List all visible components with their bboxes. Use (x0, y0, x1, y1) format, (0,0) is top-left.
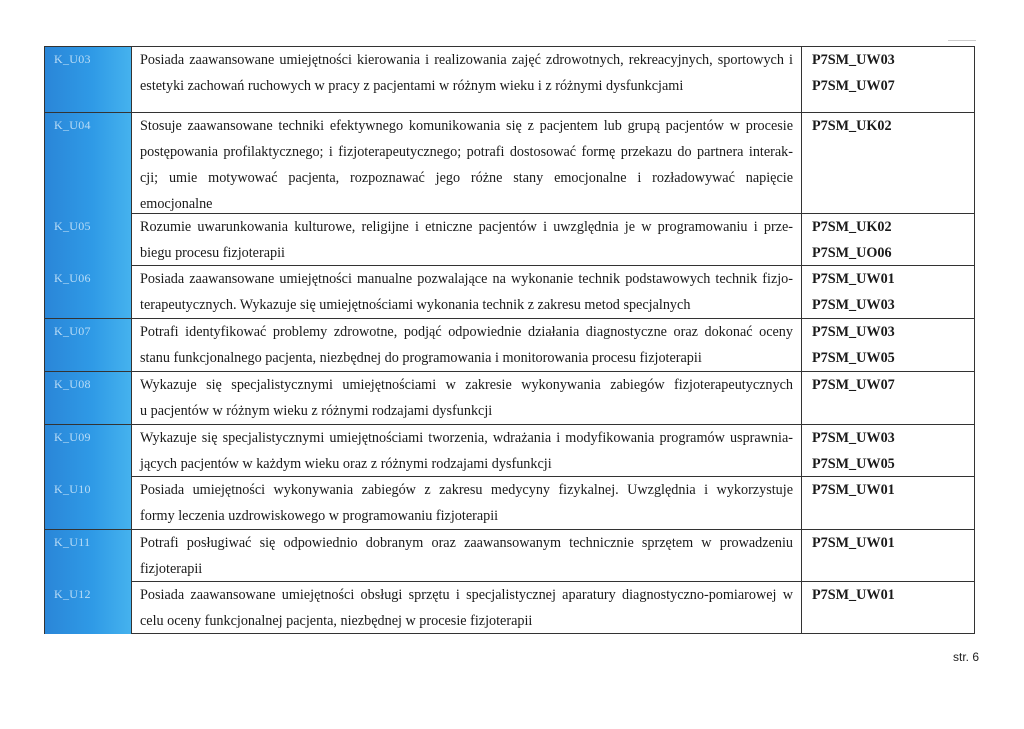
outcome-description (132, 372, 802, 424)
description-line: Posiada zaawansowane umiejętności obsługi sprzętu i specjalistycznej aparatury diagnostyczno-pomiarowej w (140, 587, 793, 603)
qualification-references (802, 425, 975, 477)
qualification-references (802, 319, 975, 371)
description-line: u pacjentów w różnym wieku z różnymi rodzajami dysfunkcji (140, 403, 493, 419)
description-line: formy leczenia uzdrowiskowego w programowaniu fizjoterapii (140, 508, 499, 524)
outcome-code: K_U03 (45, 47, 132, 112)
description-line: Wykazuje się specjalistycznymi umiejętnościami tworzenia, wdrażania i modyfikowania programów usprawnia- (140, 430, 793, 446)
outcome-description (132, 530, 802, 582)
outcome-code: K_U10 (45, 477, 132, 529)
qualification-code: P7SM_UW01 (812, 271, 895, 287)
qualification-code: P7SM_UW01 (812, 482, 895, 498)
description-line: Potrafi posługiwać się odpowiednio dobranym oraz zaawansowanym technicznie sprzętem w prowadzeniu (140, 535, 793, 551)
outcome-code: K_U06 (45, 266, 132, 318)
outcome-code: K_U08 (45, 372, 132, 424)
outcome-code: K_U05 (45, 214, 132, 266)
outcome-description (132, 425, 802, 477)
learning-outcomes-table (44, 46, 975, 634)
outcome-description (132, 319, 802, 371)
qualification-references (802, 214, 975, 266)
qualification-references (802, 372, 975, 424)
description-line: cji; umie motywować pacjenta, rozpoznawać jego różne stany emocjonalne i rozładowywać napięcie (140, 170, 793, 186)
description-line: celu oceny funkcjonalnej pacjenta, niezbędnej w procesie fizjoterapii (140, 613, 533, 629)
qualification-code: P7SM_UW03 (812, 297, 895, 313)
qualification-code: P7SM_UW01 (812, 587, 895, 603)
qualification-references (802, 530, 975, 582)
outcome-description (132, 214, 802, 266)
outcome-description (132, 113, 802, 217)
qualification-code: P7SM_UW07 (812, 377, 895, 393)
table-row (45, 319, 975, 372)
qualification-code: P7SM_UW03 (812, 324, 895, 340)
outcome-description (132, 47, 802, 112)
outcome-code: K_U07 (45, 319, 132, 371)
table-row (45, 214, 975, 266)
description-line: Potrafi identyfikować problemy zdrowotne, podjąć odpowiednie działania diagnostyczne oraz dokonać oceny (140, 324, 793, 340)
page-number: str. 6 (953, 650, 980, 664)
qualification-code: P7SM_UW01 (812, 535, 895, 551)
table-row (45, 372, 975, 425)
qualification-references (802, 477, 975, 529)
table-row (45, 425, 975, 477)
qualification-code: P7SM_UW03 (812, 52, 895, 68)
description-line: Stosuje zaawansowane techniki efektywnego komunikowania się z pacjentem lub grupą pacjentów w procesie (140, 118, 793, 134)
description-line: Posiada umiejętności wykonywania zabiegów z zakresu medycyny fizykalnej. Uwzględnia i wykorzystuje (140, 482, 793, 498)
description-line: Posiada zaawansowane umiejętności manualne pozwalające na wykonanie technik podstawowych technik fizjo- (140, 271, 793, 287)
qualification-code: P7SM_UW05 (812, 456, 895, 472)
description-line: Wykazuje się specjalistycznymi umiejętnościami w zakresie wykonywania zabiegów fizjoterapeutycznych (140, 377, 793, 393)
description-line: postępowania profilaktycznego; i fizjoterapeutycznego; potrafi dostosować formę przekazu do partnera interak- (140, 144, 793, 160)
description-line: Rozumie uwarunkowania kulturowe, religijne i etniczne pacjentów i uwzględnia je w programowaniu i prze- (140, 219, 793, 235)
qualification-references (802, 582, 975, 634)
description-line: fizjoterapii (140, 561, 203, 577)
description-line: biegu procesu fizjoterapii (140, 245, 285, 261)
table-row (45, 530, 975, 582)
qualification-references (802, 266, 975, 318)
outcome-description (132, 266, 802, 318)
description-line: stanu funkcjonalnego pacjenta, niezbędnej do programowania i monitorowania procesu fizjoterapii (140, 350, 702, 366)
description-line: jących pacjentów w każdym wieku oraz z różnymi rodzajami dysfunkcji (140, 456, 552, 472)
qualification-references (802, 47, 975, 112)
table-row (45, 113, 975, 214)
description-line: Posiada zaawansowane umiejętności kierowania i realizowania zajęć zdrowotnych, rekreacyjnych, sportowych i (140, 52, 793, 68)
outcome-description (132, 477, 802, 529)
outcome-code: K_U12 (45, 582, 132, 634)
table-row (45, 47, 975, 113)
outcome-code: K_U11 (45, 530, 132, 582)
outcome-description (132, 582, 802, 634)
qualification-code: P7SM_UW05 (812, 350, 895, 366)
qualification-code: P7SM_UW07 (812, 78, 895, 94)
description-line: terapeutycznych. Wykazuje się umiejętnościami wykonania technik z zakresu metod specjalnych (140, 297, 691, 313)
table-row (45, 266, 975, 319)
qualification-code: P7SM_UO06 (812, 245, 892, 261)
qualification-code: P7SM_UK02 (812, 118, 892, 134)
qualification-code: P7SM_UK02 (812, 219, 892, 235)
description-line: estetyki zachowań ruchowych w pracy z pacjentami w różnym wieku i z różnymi dysfunkcjami (140, 78, 684, 94)
description-line: emocjonalne (140, 196, 213, 212)
table-row (45, 582, 975, 634)
qualification-code: P7SM_UW03 (812, 430, 895, 446)
outcome-code: K_U09 (45, 425, 132, 477)
outcome-code: K_U04 (45, 113, 132, 217)
qualification-references (802, 113, 975, 217)
table-row (45, 477, 975, 530)
